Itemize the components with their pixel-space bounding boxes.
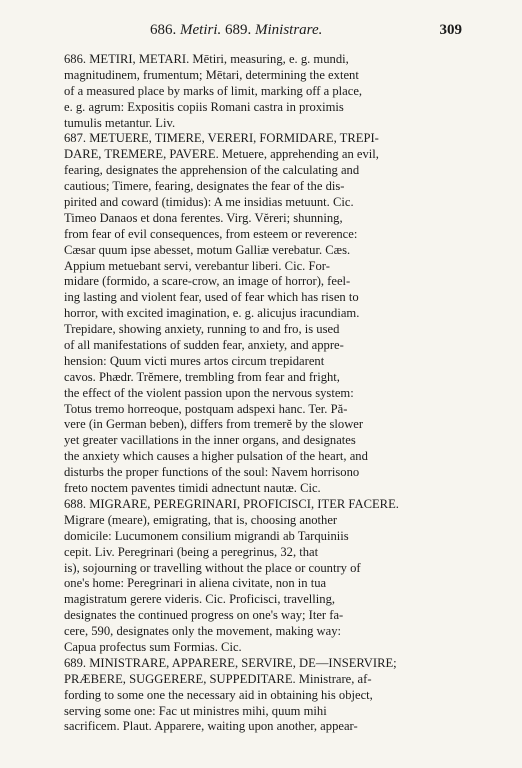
text-line: PRÆBERE, SUGGERERE, SUPPEDITARE. Ministrare, af- — [64, 671, 372, 686]
text-line: 687. METUERE, TIMERE, VERERI, FORMIDARE, TREPI- — [64, 131, 379, 146]
text-line: cere, 590, designates only the movement, making way: — [64, 624, 341, 639]
text-line: serving some one: Fac ut ministres mihi, quum mihi — [64, 703, 327, 718]
text-line: is), sojourning or travelling without the place or country of — [64, 560, 361, 575]
text-line: Cæsar quum ipse abesset, motum Galliæ verebatur. Cæs. — [64, 242, 351, 257]
text-line: domicile: Lucumonem consilium migrandi ab Tarquiniis — [64, 528, 349, 543]
text-line: Migrare (meare), emigrating, that is, choosing another — [64, 512, 338, 527]
text-line: one's home: Peregrinari in aliena civitate, non in tua — [64, 576, 327, 591]
text-line: freto noctem paventes timidi adnectunt nautæ. Cic. — [64, 481, 321, 496]
text-line: tumulis metantur. Liv. — [64, 115, 176, 130]
text-line: fording to some one the necessary aid in obtaining his object, — [64, 687, 373, 702]
text-line: from fear of evil consequences, from esteem or reverence: — [64, 226, 358, 241]
text-line: Totus tremo horreoque, postquam adspexi hanc. Ter. Pă- — [64, 401, 348, 416]
text-line: hension: Quum victi mures artos circum trepidarent — [64, 353, 325, 368]
running-title: 686. Metiri. 689. Ministrare. — [150, 22, 323, 38]
text-line: ing lasting and violent fear, used of fear which has risen to — [64, 290, 359, 305]
page-number: 309 — [439, 22, 462, 38]
text-line: the effect of the violent passion upon the nervous system: — [64, 385, 354, 400]
text-line: horror, with excited imagination, e. g. alicujus iracundiam. — [64, 306, 360, 321]
text-line: cautious; Timere, fearing, designates the fear of the dis- — [64, 179, 345, 194]
text-line: Appium metuebant servi, verebantur liberi. Cic. For- — [64, 258, 330, 273]
text-line: fearing, designates the apprehension of the calculating and — [64, 163, 360, 178]
text-line: of all manifestations of sudden fear, anxiety, and appre- — [64, 338, 344, 353]
text-line: magistratum gerere videris. Cic. Proficisci, travelling, — [64, 592, 336, 607]
text-line: Timeo Danaos et dona ferentes. Virg. Vĕreri; shunning, — [64, 210, 343, 225]
running-header — [60, 18, 462, 44]
text-line: Capua profectus sum Formias. Cic. — [64, 639, 242, 654]
text-line: pirited and coward (timidus): A me insidias metuunt. Cic. — [64, 195, 354, 210]
text-line: magnitudinem, frumentum; Mētari, determining the extent — [64, 67, 359, 82]
text-line: 688. MIGRARE, PEREGRINARI, PROFICISCI, ITER FACERE. — [64, 496, 399, 511]
text-line: of a measured place by marks of limit, marking off a place, — [64, 83, 363, 98]
text-line: cepit. Liv. Peregrinari (being a peregrinus, 32, that — [64, 544, 319, 559]
text-line: yet greater vacillations in the inner organs, and designates — [64, 433, 356, 448]
text-line: DARE, TREMERE, PAVERE. Metuere, apprehending an evil, — [64, 147, 379, 162]
text-line: sacrificem. Plaut. Apparere, waiting upon another, appear- — [64, 719, 358, 734]
text-line: vere (in German beben), differs from tremerĕ by the slower — [64, 417, 364, 432]
body-text — [64, 52, 464, 735]
text-line: cavos. Phædr. Trĕmere, trembling from fear and fright, — [64, 369, 340, 384]
text-line: disturbs the proper functions of the soul: Navem horrisono — [64, 465, 360, 480]
text-line: midare (formido, a scare-crow, an image of horror), feel- — [64, 274, 351, 289]
text-line: e. g. agrum: Expositis copiis Romani castra in proximis — [64, 99, 344, 114]
text-line: 686. METIRI, METARI. Mētiri, measuring, e. g. mundi, — [64, 52, 349, 66]
text-line: the anxiety which causes a higher pulsation of the heart, and — [64, 449, 368, 464]
text-line: 689. MINISTRARE, APPARERE, SERVIRE, DE—INSERVIRE; — [64, 655, 397, 670]
text-line: designates the continued progress on one's way; Iter fa- — [64, 608, 344, 623]
text-line: Trepidare, showing anxiety, running to and fro, is used — [64, 322, 340, 337]
